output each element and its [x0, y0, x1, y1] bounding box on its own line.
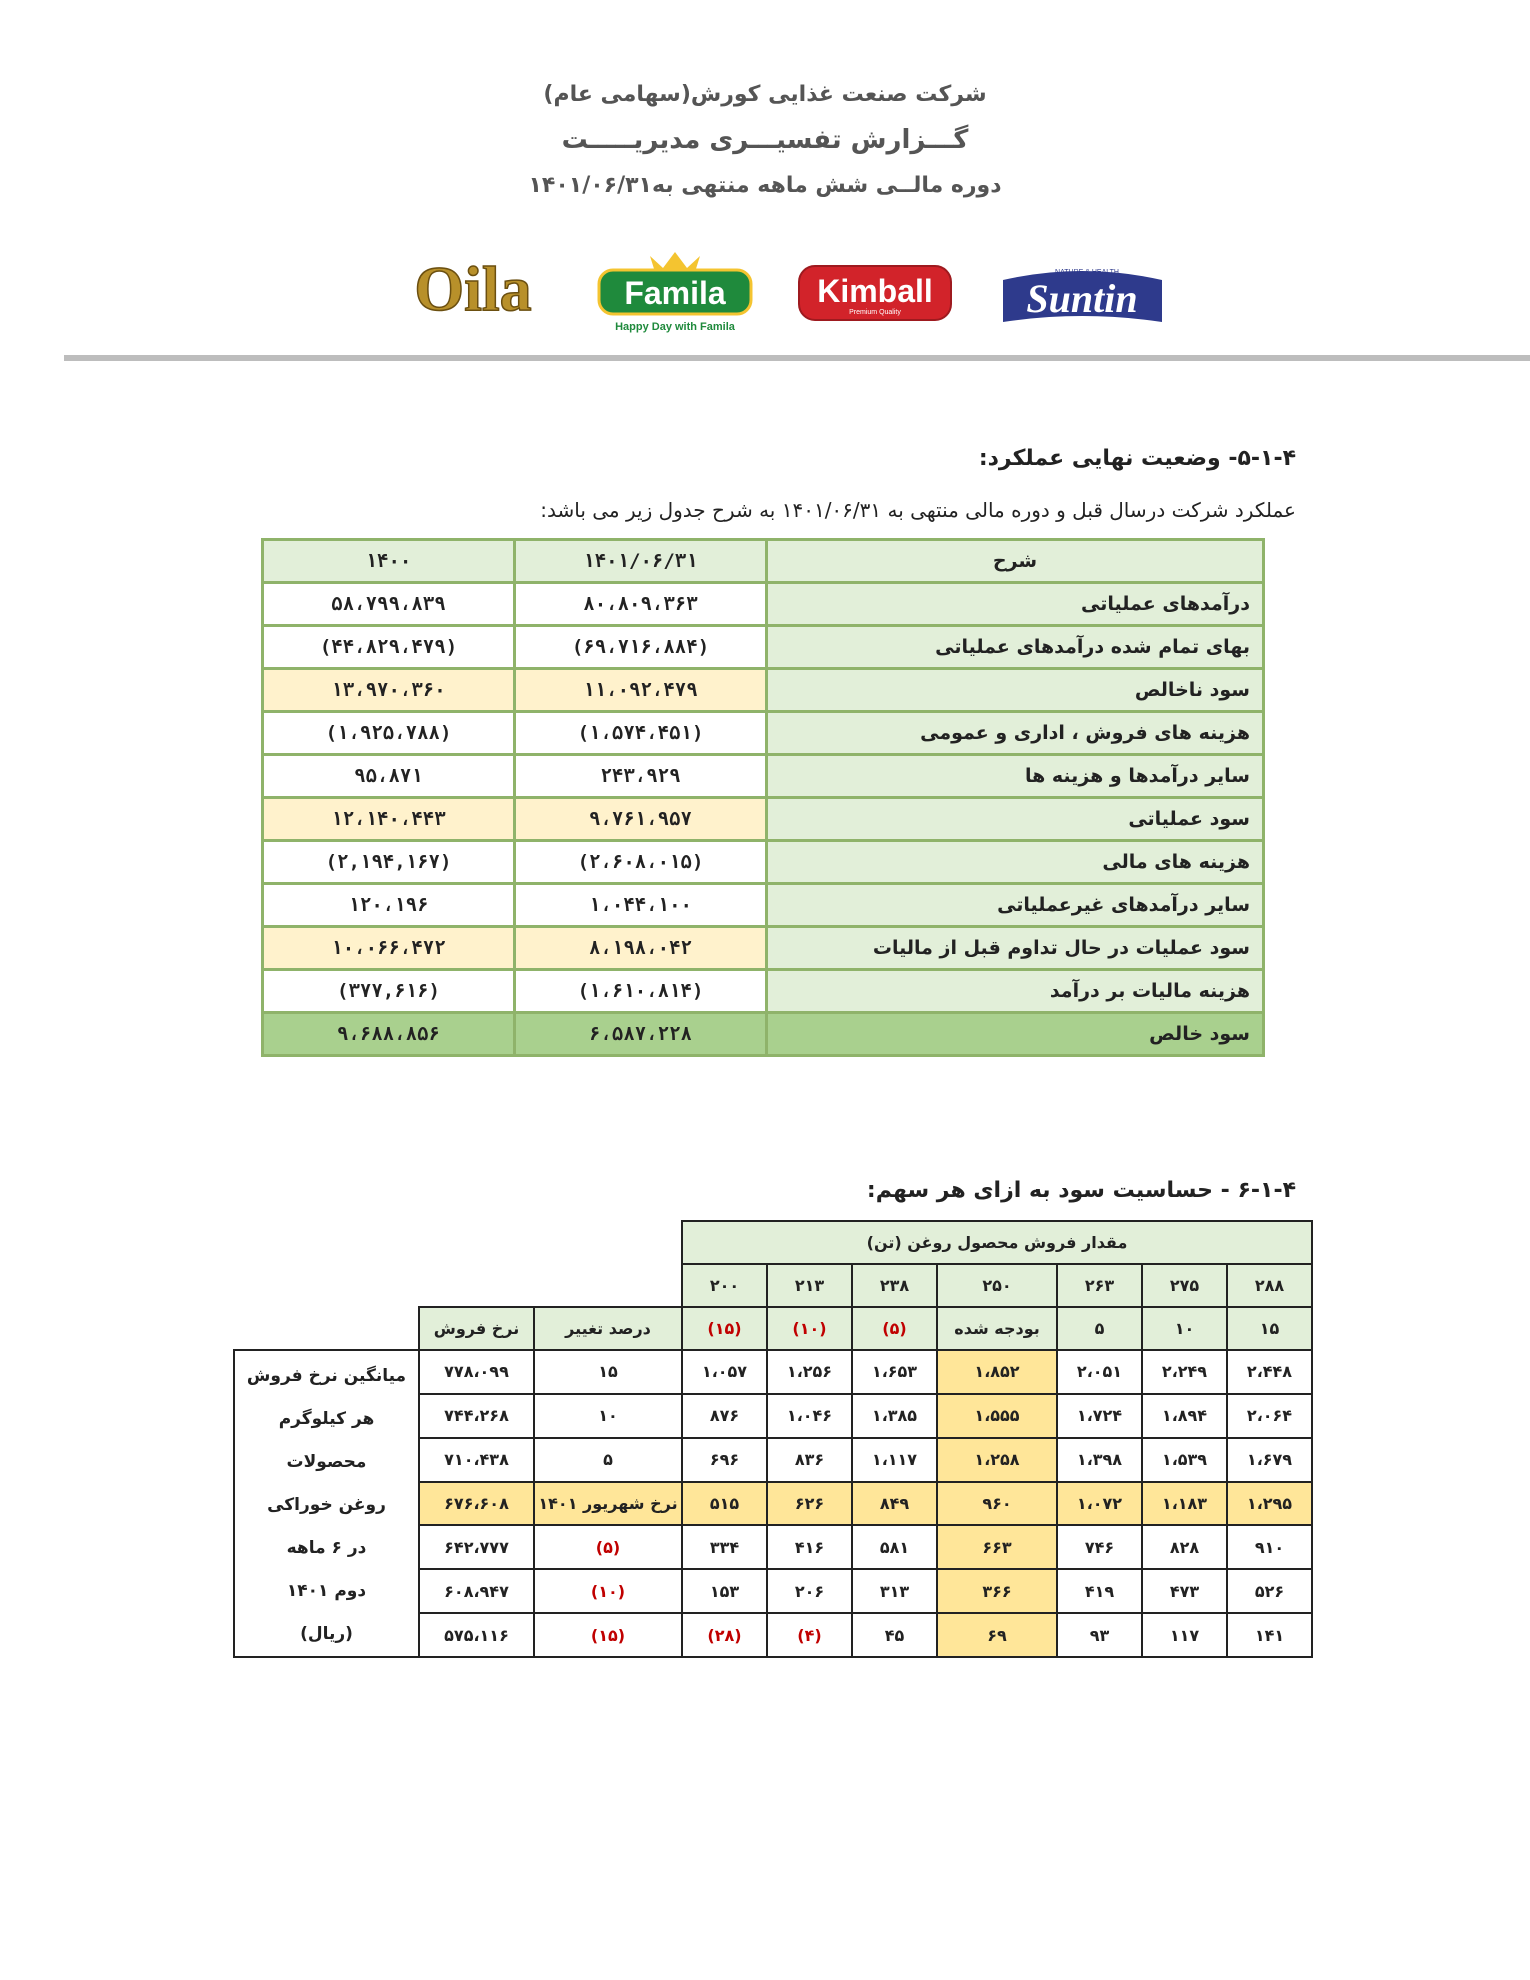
pct-cell: (۵)	[852, 1307, 937, 1350]
eps-cell: ۱،۸۹۴	[1142, 1394, 1227, 1438]
col-header-description: شرح	[767, 540, 1264, 583]
side-label-line: هر کیلوگرم	[278, 1409, 375, 1429]
change-cell: ۵	[534, 1438, 682, 1482]
pct-cell: (۱۰)	[767, 1307, 852, 1350]
table-total-row	[263, 1013, 1264, 1056]
side-label-line: محصولات	[286, 1452, 367, 1472]
company-name: شرکت صنعت غذایی کورش(سهامی عام)	[543, 82, 987, 107]
eps-cell: ۱۵۳	[682, 1569, 767, 1613]
pct-cell: ۵	[1057, 1307, 1142, 1350]
section-5-title: ۵-۱-۴- وضعیت نهایی عملکرد:	[978, 446, 1296, 471]
qty-cell: ۲۷۵	[1142, 1264, 1227, 1307]
eps-cell: ۱،۳۸۵	[852, 1394, 937, 1438]
eps-cell: ۵۱۵	[682, 1482, 767, 1526]
eps-cell: ۴۱۹	[1057, 1569, 1142, 1613]
table-row	[263, 583, 1264, 626]
table-row	[263, 970, 1264, 1013]
blank-cell	[234, 1221, 682, 1264]
eps-cell: ۶۲۶	[767, 1482, 852, 1526]
row-value-1401: ۹،۷۶۱،۹۵۷	[515, 798, 767, 841]
eps-cell: ۱،۷۲۴	[1057, 1394, 1142, 1438]
side-label-line: در ۶ ماهه	[286, 1538, 367, 1558]
table-row	[263, 712, 1264, 755]
famila-tagline: Happy Day with Famila	[615, 321, 735, 333]
header-divider	[64, 355, 1530, 361]
col-header-rate: نرخ فروش	[419, 1307, 534, 1350]
pct-cell: ۱۵	[1227, 1307, 1312, 1350]
eps-cell: (۴)	[767, 1613, 852, 1657]
qty-cell: ۲۱۳	[767, 1264, 852, 1307]
eps-cell: ۴۷۳	[1142, 1569, 1227, 1613]
eps-cell: (۲۸)	[682, 1613, 767, 1657]
report-header	[0, 82, 1530, 198]
table-row	[263, 927, 1264, 970]
eps-cell: ۱،۸۵۲	[937, 1350, 1057, 1394]
eps-cell: ۴۱۶	[767, 1525, 852, 1569]
row-value-1400: ۹۵،۸۷۱	[263, 755, 515, 798]
change-cell: ۱۰	[534, 1394, 682, 1438]
rate-cell: ۷۱۰،۴۳۸	[419, 1438, 534, 1482]
rate-cell: ۵۷۵،۱۱۶	[419, 1613, 534, 1657]
rate-cell: ۷۷۸،۰۹۹	[419, 1350, 534, 1394]
row-value-1400: ۹،۶۸۸،۸۵۶	[263, 1013, 515, 1056]
eps-cell: ۱،۵۵۵	[937, 1394, 1057, 1438]
eps-cell: ۸۷۶	[682, 1394, 767, 1438]
eps-cell: ۵۲۶	[1227, 1569, 1312, 1613]
report-period: دوره مالــی شش ماهه منتهی به۱۴۰۱/۰۶/۳۱	[528, 173, 1002, 198]
qty-cell: ۲۳۸	[852, 1264, 937, 1307]
row-label: سود عملیات در حال تداوم قبل از مالیات	[767, 927, 1264, 970]
row-value-1401: (۱،۵۷۴،۴۵۱)	[515, 712, 767, 755]
row-label: سایر درآمدها و هزینه ها	[767, 755, 1264, 798]
row-value-1401: ۱۱،۰۹۲،۴۷۹	[515, 669, 767, 712]
row-label: بهای تمام شده درآمدهای عملیاتی	[767, 626, 1264, 669]
row-value-1400: ۱۳،۹۷۰،۳۶۰	[263, 669, 515, 712]
eps-cell: ۸۲۸	[1142, 1525, 1227, 1569]
eps-cell: ۱،۰۴۶	[767, 1394, 852, 1438]
eps-cell: ۴۵	[852, 1613, 937, 1657]
row-label: درآمدهای عملیاتی	[767, 583, 1264, 626]
col-header-1400: ۱۴۰۰	[263, 540, 515, 583]
eps-cell: ۱،۰۵۷	[682, 1350, 767, 1394]
famila-logo	[595, 248, 755, 338]
pct-cell: ۱۰	[1142, 1307, 1227, 1350]
change-cell: (۵)	[534, 1525, 682, 1569]
row-label: هزینه های مالی	[767, 841, 1264, 884]
eps-cell: ۹۳	[1057, 1613, 1142, 1657]
eps-cell: ۳۳۴	[682, 1525, 767, 1569]
group-header-row	[234, 1221, 1312, 1264]
eps-cell: ۱،۱۸۳	[1142, 1482, 1227, 1526]
eps-cell: ۷۴۶	[1057, 1525, 1142, 1569]
row-value-1400: (۱،۹۲۵،۷۸۸)	[263, 712, 515, 755]
blank-cell	[234, 1307, 419, 1350]
eps-cell: ۱۱۷	[1142, 1613, 1227, 1657]
eps-cell: ۵۸۱	[852, 1525, 937, 1569]
eps-cell: ۶۶۳	[937, 1525, 1057, 1569]
row-value-1401: ۸،۱۹۸،۰۴۲	[515, 927, 767, 970]
change-cell: (۱۰)	[534, 1569, 682, 1613]
performance-table	[261, 538, 1265, 1057]
eps-cell: ۶۹۶	[682, 1438, 767, 1482]
row-label: سود عملیاتی	[767, 798, 1264, 841]
col-header-1401: ۱۴۰۱/۰۶/۳۱	[515, 540, 767, 583]
table-header-row	[263, 540, 1264, 583]
row-value-1400: ۱۲،۱۴۰،۴۴۳	[263, 798, 515, 841]
col-header-change: درصد تغییر	[534, 1307, 682, 1350]
eps-cell: ۱،۶۷۹	[1227, 1438, 1312, 1482]
table-row	[263, 669, 1264, 712]
eps-cell: ۱،۲۹۵	[1227, 1482, 1312, 1526]
eps-cell: ۱،۵۳۹	[1142, 1438, 1227, 1482]
eps-cell: ۸۴۹	[852, 1482, 937, 1526]
table-row	[263, 841, 1264, 884]
row-label: سود ناخالص	[767, 669, 1264, 712]
row-label: سود خالص	[767, 1013, 1264, 1056]
brand-logos	[380, 248, 1180, 338]
blank-cell	[234, 1264, 682, 1307]
eps-cell: ۱،۱۱۷	[852, 1438, 937, 1482]
row-value-1401: (۲،۶۰۸،۰۱۵)	[515, 841, 767, 884]
row-value-1401: (۶۹،۷۱۶،۸۸۴)	[515, 626, 767, 669]
side-label-line: دوم ۱۴۰۱	[286, 1581, 367, 1601]
row-value-1400: (۲,۱۹۴,۱۶۷)	[263, 841, 515, 884]
qty-cell: ۲۸۸	[1227, 1264, 1312, 1307]
pct-cell: (۱۵)	[682, 1307, 767, 1350]
kimball-tagline: Premium Quality	[849, 309, 901, 316]
eps-cell: ۲۰۶	[767, 1569, 852, 1613]
row-label: هزینه های فروش ، اداری و عمومی	[767, 712, 1264, 755]
rate-cell: ۶۰۸،۹۴۷	[419, 1569, 534, 1613]
oila-logo-text: Oila	[414, 253, 532, 324]
group-header: مقدار فروش محصول روغن (تن)	[682, 1221, 1312, 1264]
eps-cell: ۲،۰۶۴	[1227, 1394, 1312, 1438]
table-row	[234, 1350, 1312, 1394]
row-value-1401: ۶،۵۸۷،۲۲۸	[515, 1013, 767, 1056]
rate-cell: ۷۴۴،۲۶۸	[419, 1394, 534, 1438]
side-label-line: میانگین نرخ فروش	[246, 1366, 407, 1386]
row-value-1400: ۵۸،۷۹۹،۸۳۹	[263, 583, 515, 626]
side-label-line: روغن خوراکی	[267, 1495, 386, 1515]
row-label: سایر درآمدهای غیرعملیاتی	[767, 884, 1264, 927]
oila-logo	[388, 248, 558, 338]
qty-cell: ۲۵۰	[937, 1264, 1057, 1307]
eps-cell: ۹۶۰	[937, 1482, 1057, 1526]
kimball-logo	[795, 248, 955, 338]
change-cell: نرخ شهریور ۱۴۰۱	[534, 1482, 682, 1526]
change-cell: (۱۵)	[534, 1613, 682, 1657]
side-label-line: (ریال)	[300, 1624, 353, 1644]
row-value-1401: ۱،۰۴۴،۱۰۰	[515, 884, 767, 927]
row-label: هزینه مالیات بر درآمد	[767, 970, 1264, 1013]
suntin-logo	[995, 248, 1170, 338]
rate-cell: ۶۴۲،۷۷۷	[419, 1525, 534, 1569]
table-row	[263, 626, 1264, 669]
row-value-1401: ۲۴۳،۹۲۹	[515, 755, 767, 798]
row-value-1400: (۳۷۷,۶۱۶)	[263, 970, 515, 1013]
qty-cell: ۲۰۰	[682, 1264, 767, 1307]
table-row	[263, 884, 1264, 927]
table-row	[263, 798, 1264, 841]
eps-cell: ۱،۶۵۳	[852, 1350, 937, 1394]
sensitivity-table	[233, 1220, 1313, 1658]
row-value-1401: ۸۰،۸۰۹،۳۶۳	[515, 583, 767, 626]
eps-cell: ۱،۳۹۸	[1057, 1438, 1142, 1482]
eps-cell: ۱،۲۵۶	[767, 1350, 852, 1394]
suntin-tagline: NATURE & HEALTH	[1055, 269, 1119, 276]
eps-cell: ۹۱۰	[1227, 1525, 1312, 1569]
eps-cell: ۸۳۶	[767, 1438, 852, 1482]
eps-cell: ۶۹	[937, 1613, 1057, 1657]
row-value-1400: ۱۲۰،۱۹۶	[263, 884, 515, 927]
eps-cell: ۳۱۳	[852, 1569, 937, 1613]
section-5-intro: عملکرد شرکت درسال قبل و دوره مالی منتهی به ۱۴۰۱/۰۶/۳۱ به شرح جدول زیر می باشد:	[540, 498, 1296, 522]
kimball-logo-text: Kimball	[817, 273, 933, 309]
pct-cell: بودجه شده	[937, 1307, 1057, 1350]
report-title: گـــزارش تفسیـــری مدیریـــــت	[561, 125, 969, 155]
eps-cell: ۱،۲۵۸	[937, 1438, 1057, 1482]
suntin-logo-text: Suntin	[1026, 276, 1138, 321]
quantity-row	[234, 1264, 1312, 1307]
eps-cell: ۱۴۱	[1227, 1613, 1312, 1657]
eps-cell: ۲،۰۵۱	[1057, 1350, 1142, 1394]
rate-cell: ۶۷۶،۶۰۸	[419, 1482, 534, 1526]
eps-cell: ۲،۲۴۹	[1142, 1350, 1227, 1394]
row-value-1400: ۱۰،۰۶۶،۴۷۲	[263, 927, 515, 970]
famila-logo-text: Famila	[624, 275, 726, 311]
change-cell: ۱۵	[534, 1350, 682, 1394]
eps-cell: ۳۶۶	[937, 1569, 1057, 1613]
row-value-1400: (۴۴،۸۲۹،۴۷۹)	[263, 626, 515, 669]
table-row	[263, 755, 1264, 798]
eps-cell: ۱،۰۷۲	[1057, 1482, 1142, 1526]
qty-cell: ۲۶۳	[1057, 1264, 1142, 1307]
section-6-title: ۶-۱-۴ - حساسیت سود به ازای هر سهم:	[866, 1178, 1296, 1203]
side-label	[234, 1350, 419, 1657]
row-value-1401: (۱،۶۱۰،۸۱۴)	[515, 970, 767, 1013]
eps-cell: ۲،۴۴۸	[1227, 1350, 1312, 1394]
pct-row	[234, 1307, 1312, 1350]
